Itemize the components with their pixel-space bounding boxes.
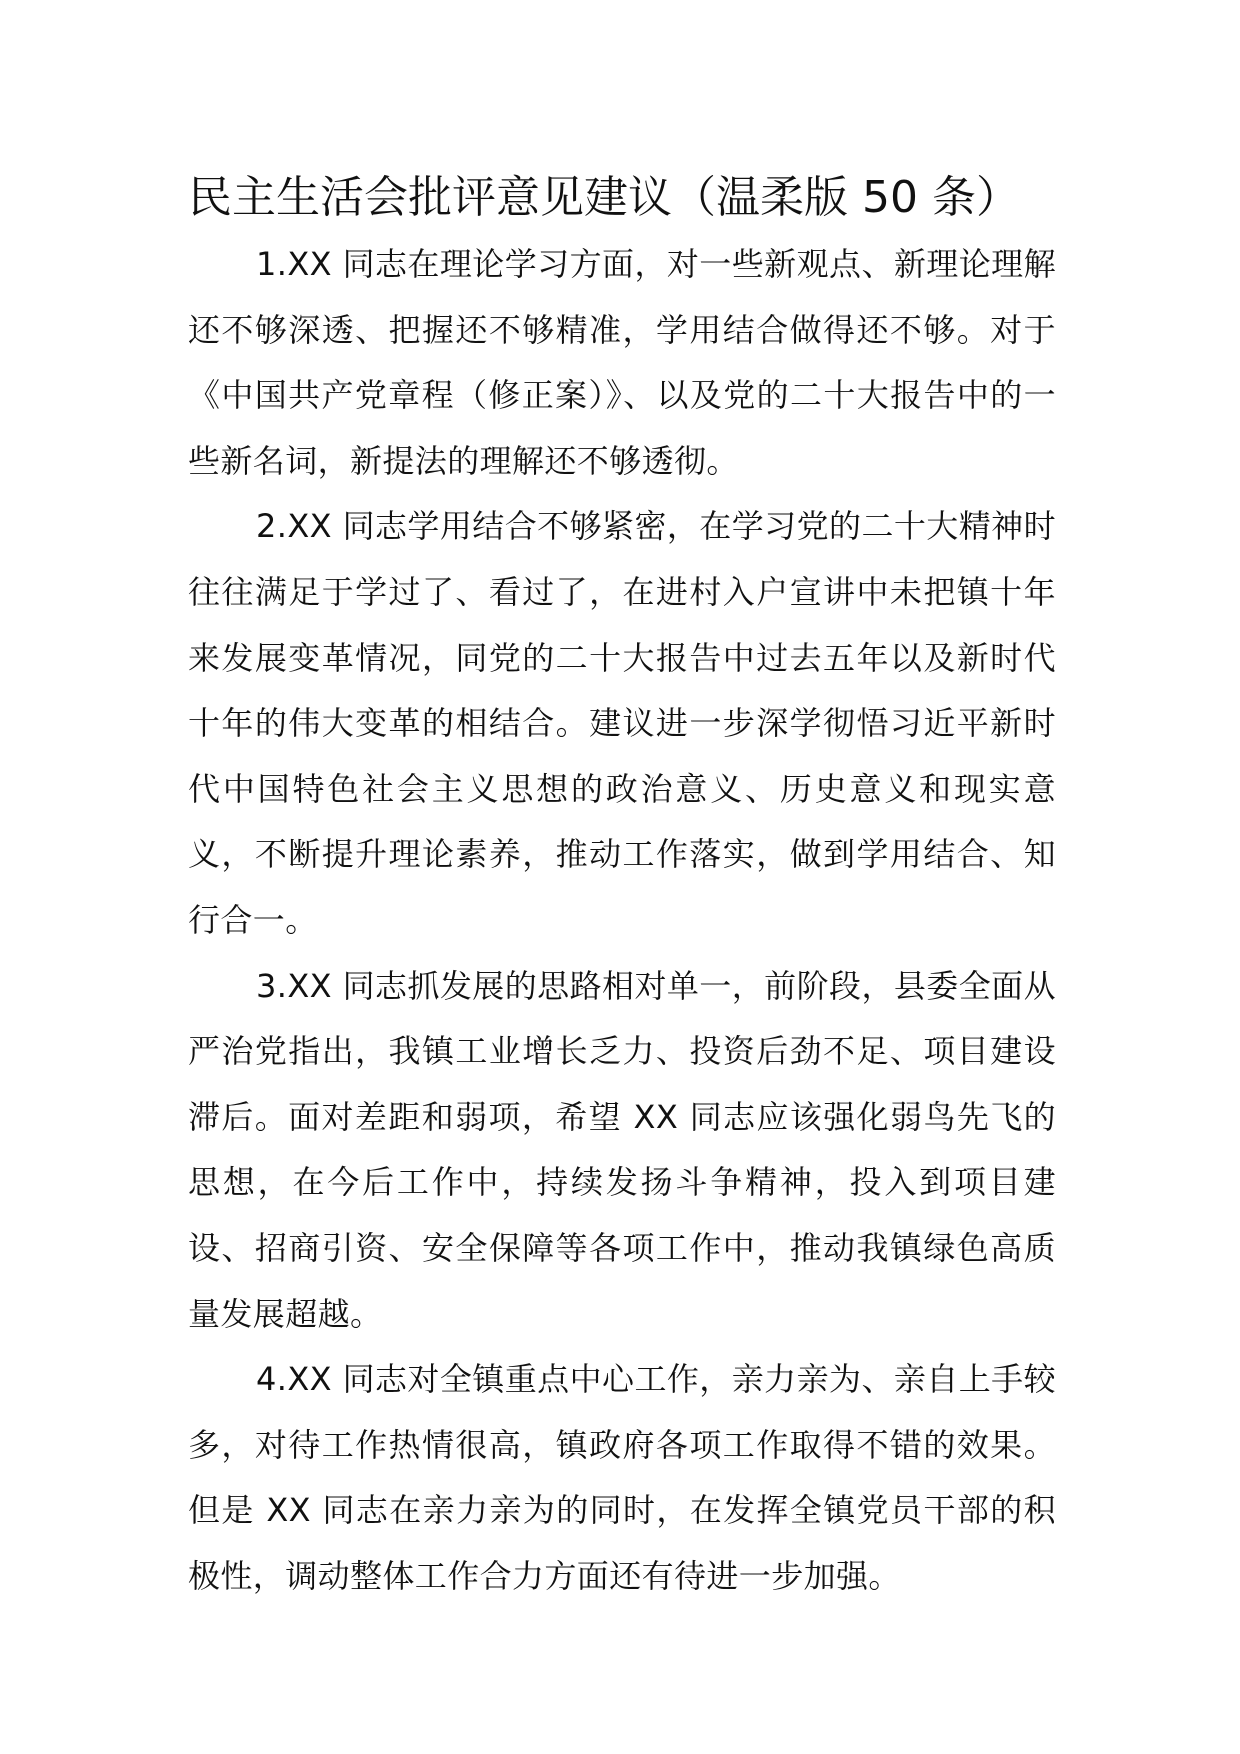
document-body	[188, 232, 1056, 1609]
paragraph-2: 2.XX 同志学用结合不够紧密，在学习党的二十大精神时往往满足于学过了、看过了，在进村入户宣讲中未把镇十年来发展变革情况，同党的二十大报告中过去五年以及新时代十年的伟大变革的相结合。建议进一步深学彻悟习近平新时代中国特色社会主义思想的政治意义、历史意义和现实意义，不断提升理论素养，推动工作落实，做到学用结合、知行合一。	[188, 507, 1056, 939]
paragraph-3: 3.XX 同志抓发展的思路相对单一，前阶段，县委全面从严治党指出，我镇工业增长乏力、投资后劲不足、项目建设滞后。面对差距和弱项，希望 XX 同志应该强化弱鸟先飞的思想，在今后工作中，持续发扬斗争精神，投入到项目建设、招商引资、安全保障等各项工作中，推动我镇绿色高质量发展超越。	[188, 966, 1056, 1333]
document-title: 民主生活会批评意见建议（温柔版 50 条）	[188, 172, 1020, 223]
paragraph-1: 1.XX 同志在理论学习方面，对一些新观点、新理论理解还不够深透、把握还不够精准，学用结合做得还不够。对于《中国共产党章程（修正案）》、以及党的二十大报告中的一些新名词，新提法的理解还不够透彻。	[188, 245, 1056, 480]
paragraph-4: 4.XX 同志对全镇重点中心工作，亲力亲为、亲自上手较多，对待工作热情很高，镇政府各项工作取得不错的效果。但是 XX 同志在亲力亲为的同时，在发挥全镇党员干部的积极性，调动整体工作合力方面还有待进一步加强。	[188, 1360, 1056, 1595]
